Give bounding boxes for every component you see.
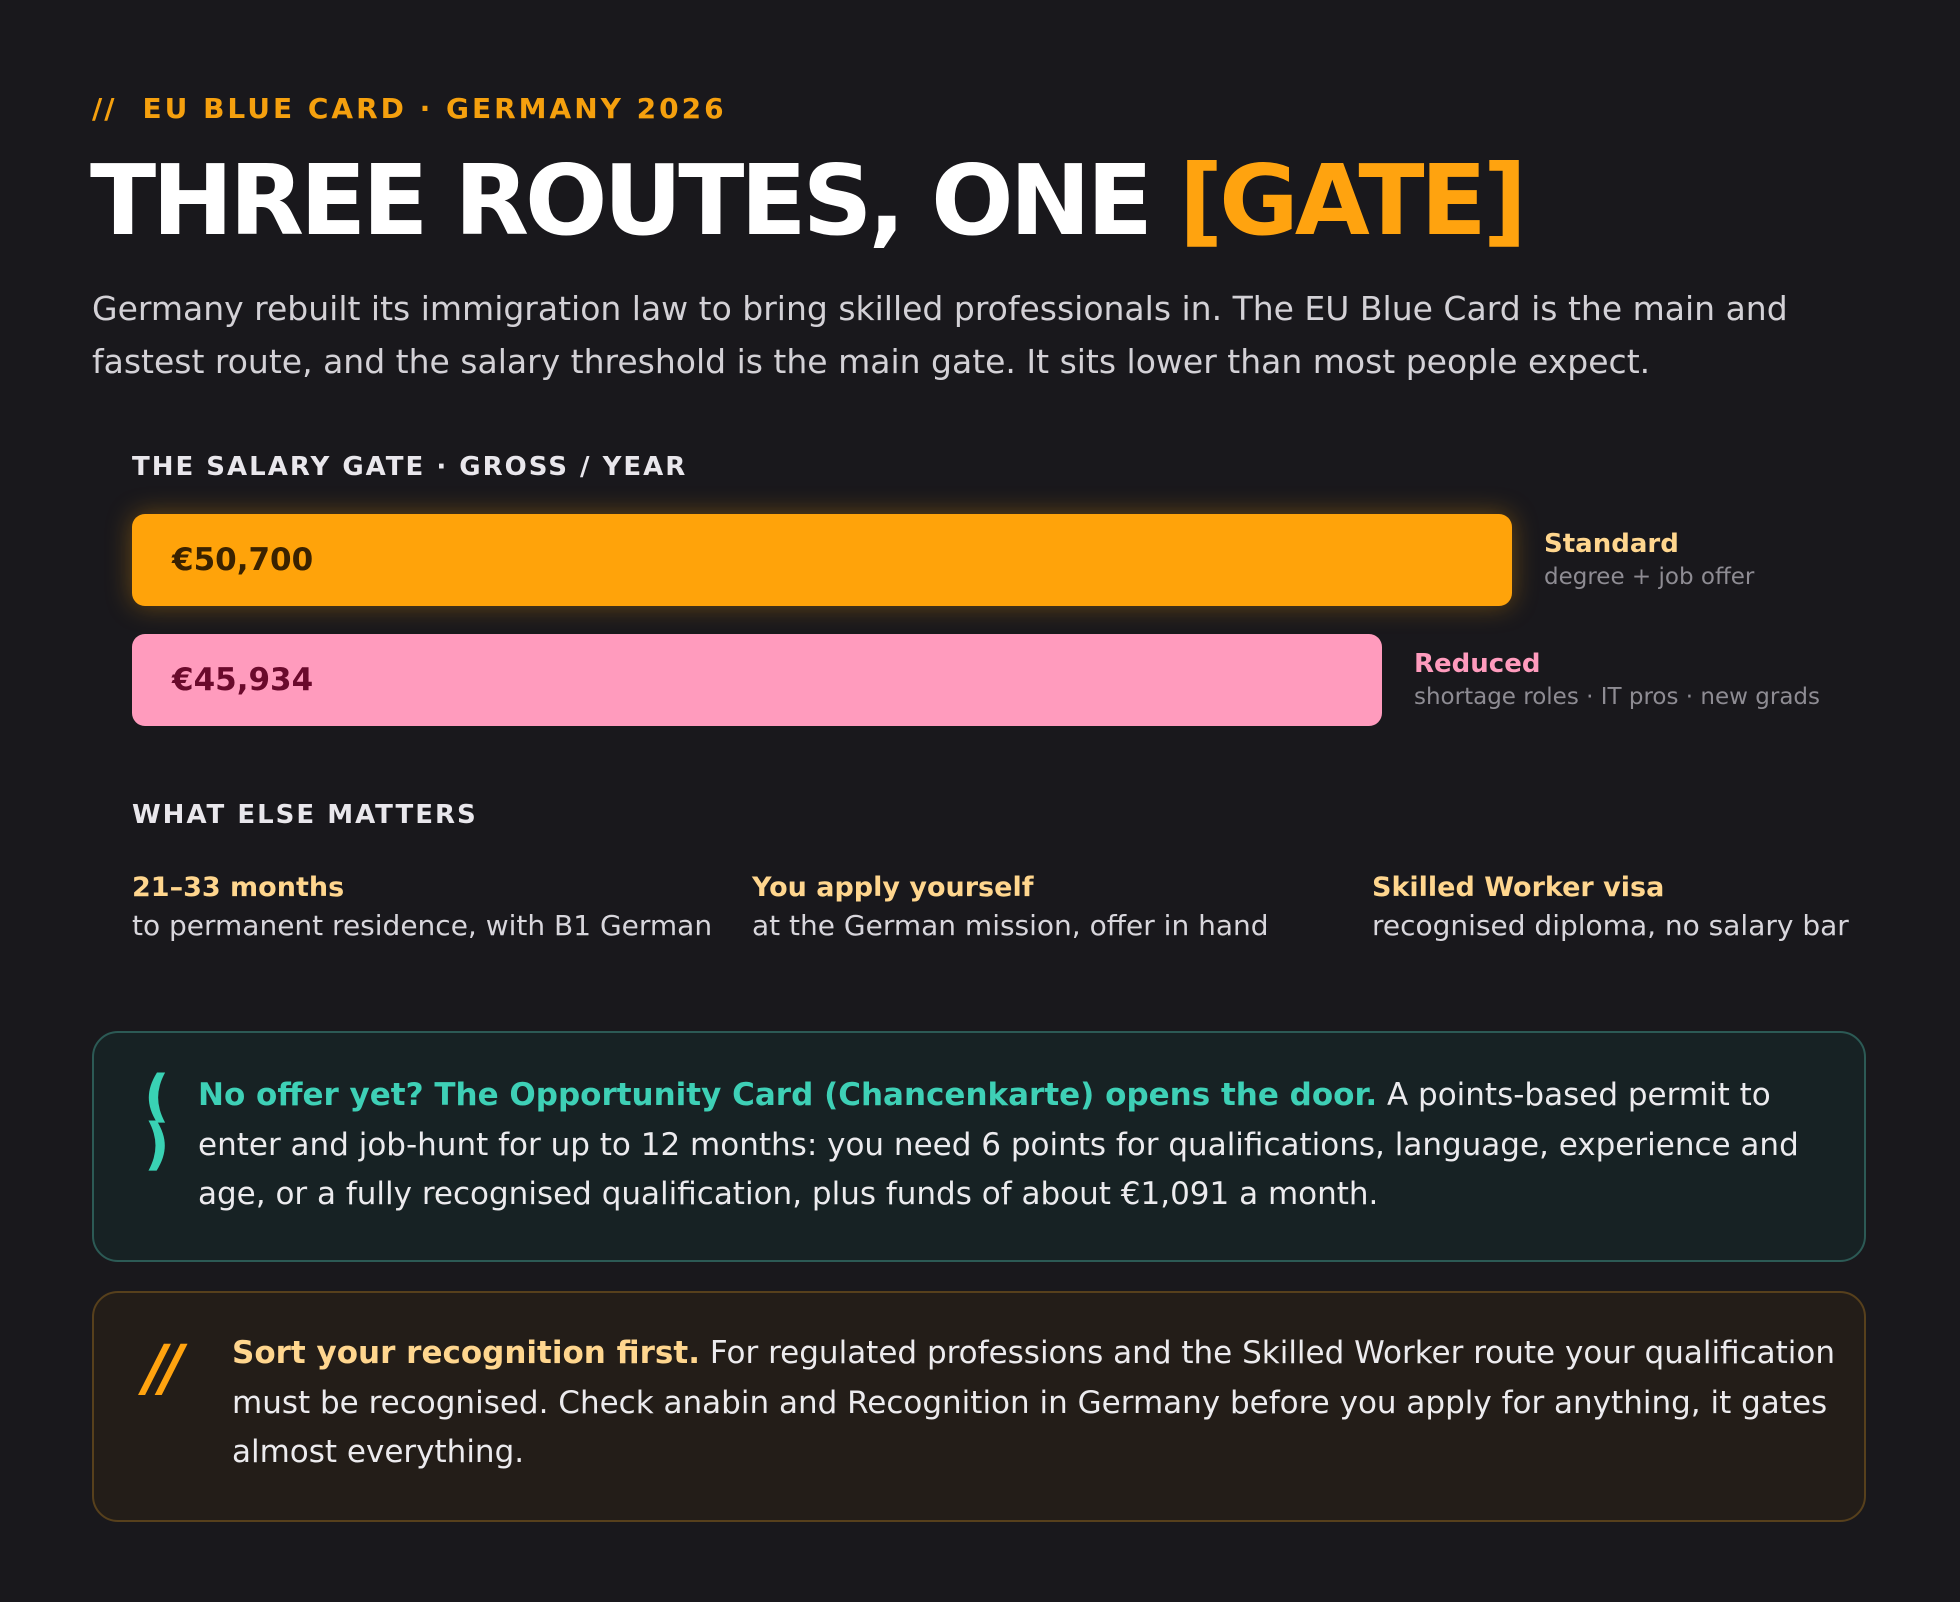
callout-text [198,1071,1838,1220]
callout-text [232,1329,1842,1478]
fact-head: 21–33 months [132,872,345,903]
salary-bar-caption [1414,648,1820,714]
opportunity-card-callout [92,1031,1866,1262]
salary-gate-label: THE SALARY GATE · GROSS / YEAR [132,452,688,482]
double-slash-icon: // [144,1331,178,1404]
fact-item [132,870,712,946]
salary-bar-reduced [132,634,1382,726]
title-main: THREE ROUTES, ONE [90,144,1179,257]
salary-bar-sub: shortage roles · IT pros · new grads [1414,684,1821,710]
fact-head: Skilled Worker visa [1372,872,1665,903]
salary-bar-value: €45,934 [172,662,314,698]
salary-bar-sub: degree + job offer [1544,564,1755,590]
callout-lead: No offer yet? The Opportunity Card (Chancenkarte) opens the door. [198,1077,1378,1113]
fact-item [1372,870,1849,946]
callout-body: For regulated professions and the Skilled Worker route your qualification must be recognised. Check anabin and Recognition in Germany before you apply for anything, it gates almost everything. [232,1335,1836,1470]
eyebrow [92,92,727,125]
salary-bar-name: Standard [1544,529,1679,559]
callout-body: A points-based permit to enter and job-hunt for up to 12 months: you need 6 points for qualifications, language, experience and age, or a fully recognised qualification, plus funds of about €1,091 a month. [198,1077,1799,1212]
parenthesis-icon: ( ) [144,1064,170,1177]
eyebrow-slashes: // [92,92,117,125]
intro-paragraph: Germany rebuilt its immigration law to bring skilled professionals in. The EU Blue Card is the main and fastest route, and the salary threshold is the main gate. It sits lower than most people expect. [92,289,1788,381]
fact-body: recognised diploma, no salary bar [1372,909,1849,942]
page-title [90,144,1524,257]
fact-item [752,870,1269,946]
title-accent: [GATE] [1178,144,1524,257]
fact-body: at the German mission, offer in hand [752,909,1269,942]
callout-lead: Sort your recognition first. [232,1335,700,1371]
eyebrow-text: EU BLUE CARD · GERMANY 2026 [142,92,727,125]
salary-bar-standard [132,514,1512,606]
what-else-label: WHAT ELSE MATTERS [132,800,478,830]
salary-bar-name: Reduced [1414,649,1541,679]
fact-head: You apply yourself [752,872,1034,903]
recognition-callout [92,1291,1866,1522]
salary-bar-caption [1544,528,1754,594]
fact-body: to permanent residence, with B1 German [132,909,713,942]
salary-bar-value: €50,700 [172,542,314,578]
